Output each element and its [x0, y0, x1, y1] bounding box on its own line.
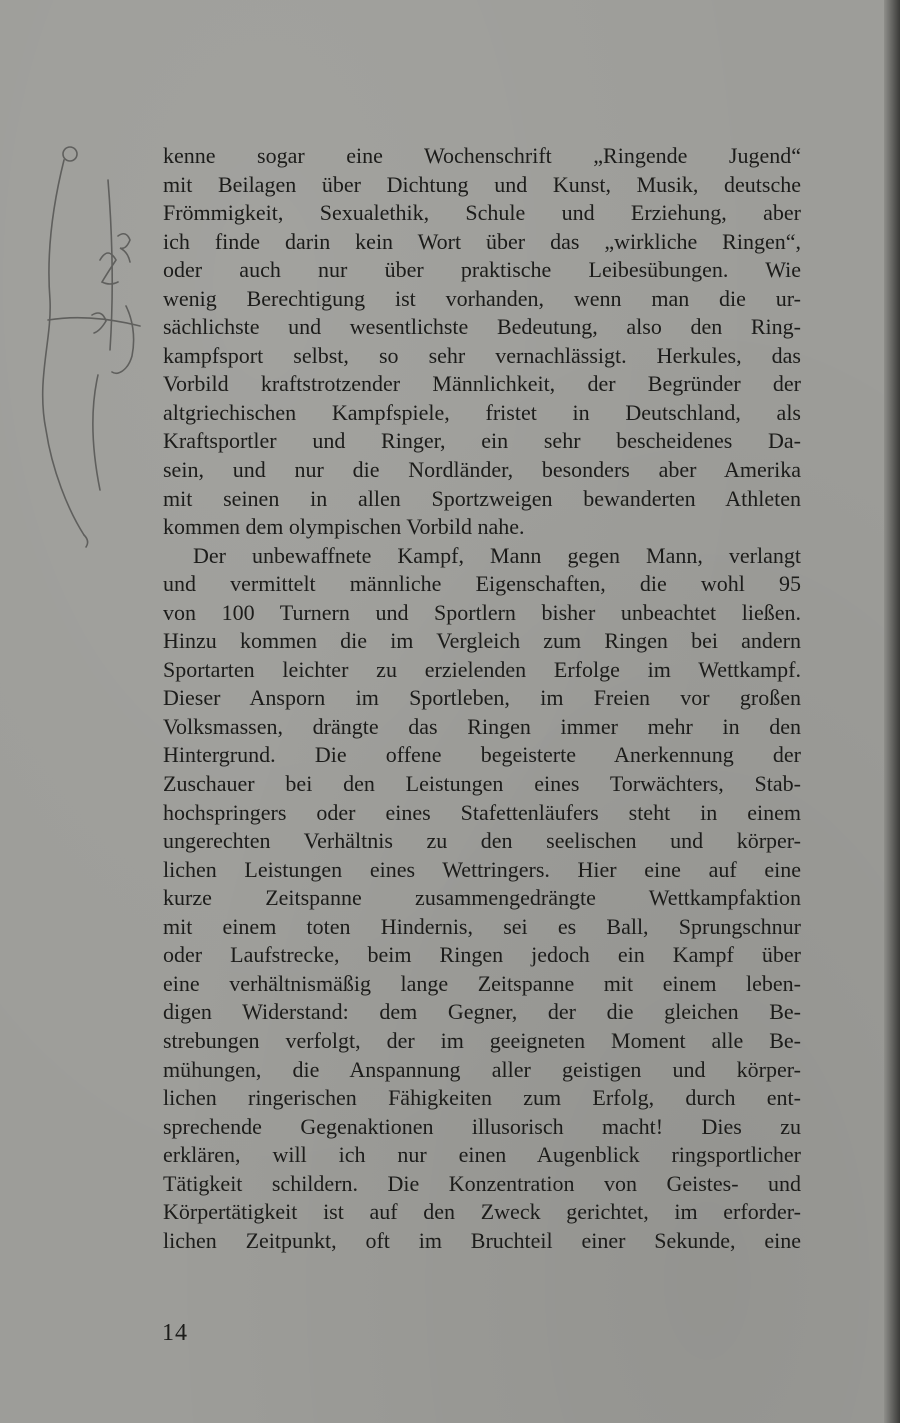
text-line: lichen Zeitpunkt, oft im Bruchteil einer Sekunde, eine: [163, 1227, 801, 1253]
body-text: [163, 142, 801, 1255]
text-line: sprechende Gegenaktionen illusorisch macht! Dies zu: [163, 1113, 801, 1139]
text-line: wenig Berechtigung ist vorhanden, wenn man die ur-: [163, 285, 801, 311]
text-line: Körpertätigkeit ist auf den Zweck gerichtet, im erforder-: [163, 1199, 801, 1225]
text-line: Dieser Ansporn im Sportleben, im Freien vor großen: [163, 685, 801, 711]
text-line: Zuschauer bei den Leistungen eines Torwächters, Stab-: [163, 771, 801, 797]
text-line: sächlichste und wesentlichste Bedeutung, also den Ring-: [163, 314, 801, 340]
text-line: oder auch nur über praktische Leibesübungen. Wie: [163, 257, 801, 283]
text-line: kurze Zeitspanne zusammengedrängte Wettkampfaktion: [163, 885, 801, 911]
text-line: Kraftsportler und Ringer, ein sehr bescheidenes Da-: [163, 428, 801, 454]
page-edge-shadow: [884, 0, 900, 1423]
text-line: oder Laufstrecke, beim Ringen jedoch ein Kampf über: [163, 942, 801, 968]
text-line: Tätigkeit schildern. Die Konzentration von Geistes- und: [163, 1170, 801, 1196]
text-line: und vermittelt männliche Eigenschaften, die wohl 95: [163, 571, 801, 597]
text-line: kommen dem olympischen Vorbild nahe.: [163, 514, 525, 540]
text-line: Volksmassen, drängte das Ringen immer mehr in den: [163, 713, 801, 739]
text-line: mühungen, die Anspannung aller geistigen und körper-: [163, 1056, 801, 1082]
text-line: hochspringers oder eines Stafettenläufers steht in einem: [163, 799, 801, 825]
text-line: mit Beilagen über Dichtung und Kunst, Musik, deutsche: [163, 171, 801, 197]
text-line: altgriechischen Kampfspiele, fristet in Deutschland, als: [163, 399, 801, 425]
text-line: mit einem toten Hindernis, sei es Ball, Sprungschnur: [163, 913, 801, 939]
text-line: eine verhältnismäßig lange Zeitspanne mit einem leben-: [163, 970, 801, 996]
text-line: ungerechten Verhältnis zu den seelischen und körper-: [163, 828, 801, 854]
pencil-margin-annotation: [28, 140, 158, 560]
text-line: Vorbild kraftstrotzender Männlichkeit, der Begründer der: [163, 371, 801, 397]
text-line: von 100 Turnern und Sportlern bisher unbeachtet ließen.: [163, 599, 801, 625]
text-line: lichen ringerischen Fähigkeiten zum Erfolg, durch ent-: [163, 1085, 801, 1111]
text-line: strebungen verfolgt, der im geeigneten Moment alle Be-: [163, 1027, 801, 1053]
text-line: Sportarten leichter zu erzielenden Erfolge im Wettkampf.: [163, 656, 801, 682]
text-line: Hintergrund. Die offene begeisterte Anerkennung der: [163, 742, 801, 768]
text-line: Der unbewaffnete Kampf, Mann gegen Mann, verlangt: [193, 542, 801, 568]
text-line: mit seinen in allen Sportzweigen bewanderten Athleten: [163, 485, 801, 511]
text-line: kenne sogar eine Wochenschrift „Ringende Jugend“: [163, 143, 801, 168]
text-line: erklären, will ich nur einen Augenblick ringsportlicher: [163, 1142, 801, 1168]
text-line: ich finde darin kein Wort über das „wirkliche Ringen“,: [163, 228, 801, 254]
text-line: digen Widerstand: dem Gegner, der die gleichen Be-: [163, 999, 801, 1025]
text-line: Hinzu kommen die im Vergleich zum Ringen bei andern: [163, 628, 801, 654]
text-line: sein, und nur die Nordländer, besonders aber Amerika: [163, 457, 801, 483]
text-line: kampfsport selbst, so sehr vernachlässigt. Herkules, das: [163, 342, 801, 368]
page-number: 14: [162, 1320, 188, 1346]
text-line: lichen Leistungen eines Wettringers. Hier eine auf eine: [163, 856, 801, 882]
text-line: Frömmigkeit, Sexualethik, Schule und Erziehung, aber: [163, 200, 801, 226]
text-lines: [163, 142, 801, 1255]
